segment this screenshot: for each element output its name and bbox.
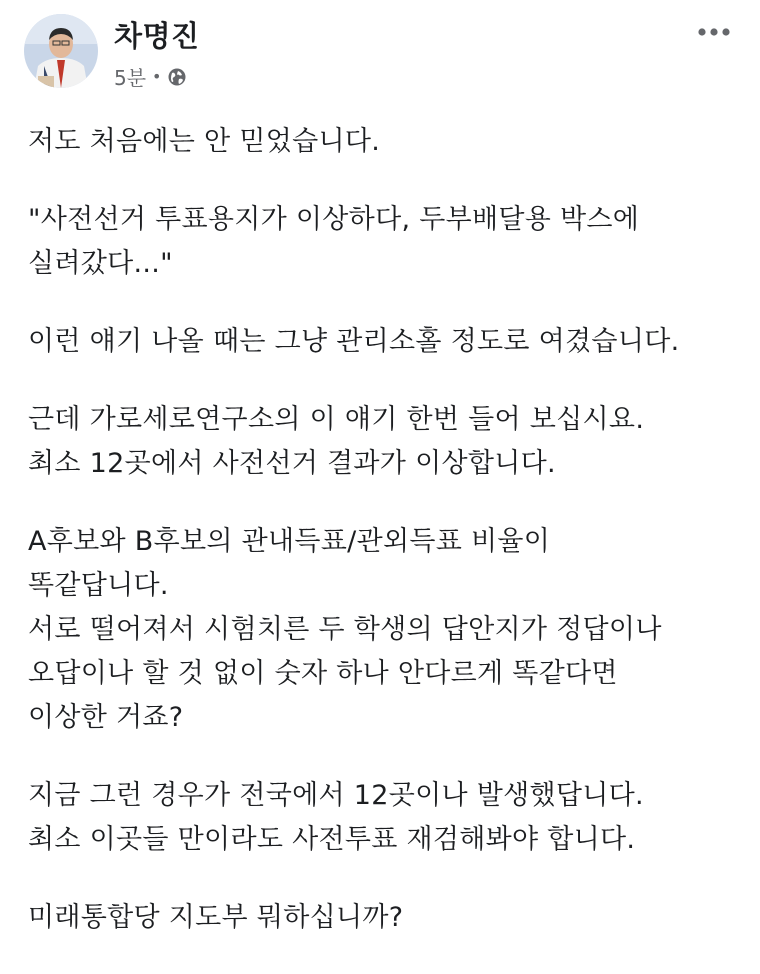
- post-text-line: 오답이나 할 것 없이 숫자 하나 안다르게 똑같다면: [28, 658, 618, 689]
- post-paragraph: [28, 120, 738, 164]
- post-header: [0, 0, 760, 100]
- post-text-line: 최소 이곳들 만이라도 사전투표 재검해봐야 합니다.: [28, 824, 636, 855]
- post-paragraph: [28, 398, 738, 486]
- post-body: [28, 120, 738, 974]
- post-text-line: A후보와 B후보의 관내득표/관외득표 비율이: [28, 526, 551, 557]
- post-paragraph: [28, 896, 738, 940]
- post-paragraph: [28, 198, 738, 286]
- post-paragraph: [28, 520, 738, 740]
- post-text-line: 이런 얘기 나올 때는 그냥 관리소홀 정도로 여겼습니다.: [28, 326, 680, 357]
- post-paragraph: [28, 320, 738, 364]
- post-text-line: 서로 떨어져서 시험치른 두 학생의 답안지가 정답이나: [28, 614, 662, 645]
- avatar[interactable]: [24, 14, 98, 88]
- post-meta: [114, 62, 187, 91]
- post-text-line: 지금 그런 경우가 전국에서 12곳이나 발생했답니다.: [28, 780, 644, 811]
- post-text-line: 미래통합당 지도부 뭐하십니까?: [28, 902, 404, 933]
- post-text-line: 실려갔다...": [28, 248, 173, 279]
- post-text-line: 최소 12곳에서 사전선거 결과가 이상합니다.: [28, 448, 556, 479]
- post-time[interactable]: 5분: [114, 66, 147, 90]
- author-name[interactable]: 차명진: [114, 19, 200, 53]
- post-text-line: 똑같답니다.: [28, 570, 169, 601]
- post-text-line: "사전선거 투표용지가 이상하다, 두부배달용 박스에: [28, 204, 640, 235]
- globe-icon[interactable]: [167, 67, 187, 87]
- more-dots-icon: [696, 24, 732, 40]
- post-paragraph: [28, 774, 738, 862]
- more-options-button[interactable]: [696, 24, 732, 40]
- meta-separator: •: [152, 67, 162, 86]
- avatar-photo-icon: [24, 14, 98, 88]
- post-text-line: 저도 처음에는 안 믿었습니다.: [28, 126, 381, 157]
- post-text-line: 근데 가로세로연구소의 이 얘기 한번 들어 보십시요.: [28, 404, 645, 435]
- post-text-line: 이상한 거죠?: [28, 702, 184, 733]
